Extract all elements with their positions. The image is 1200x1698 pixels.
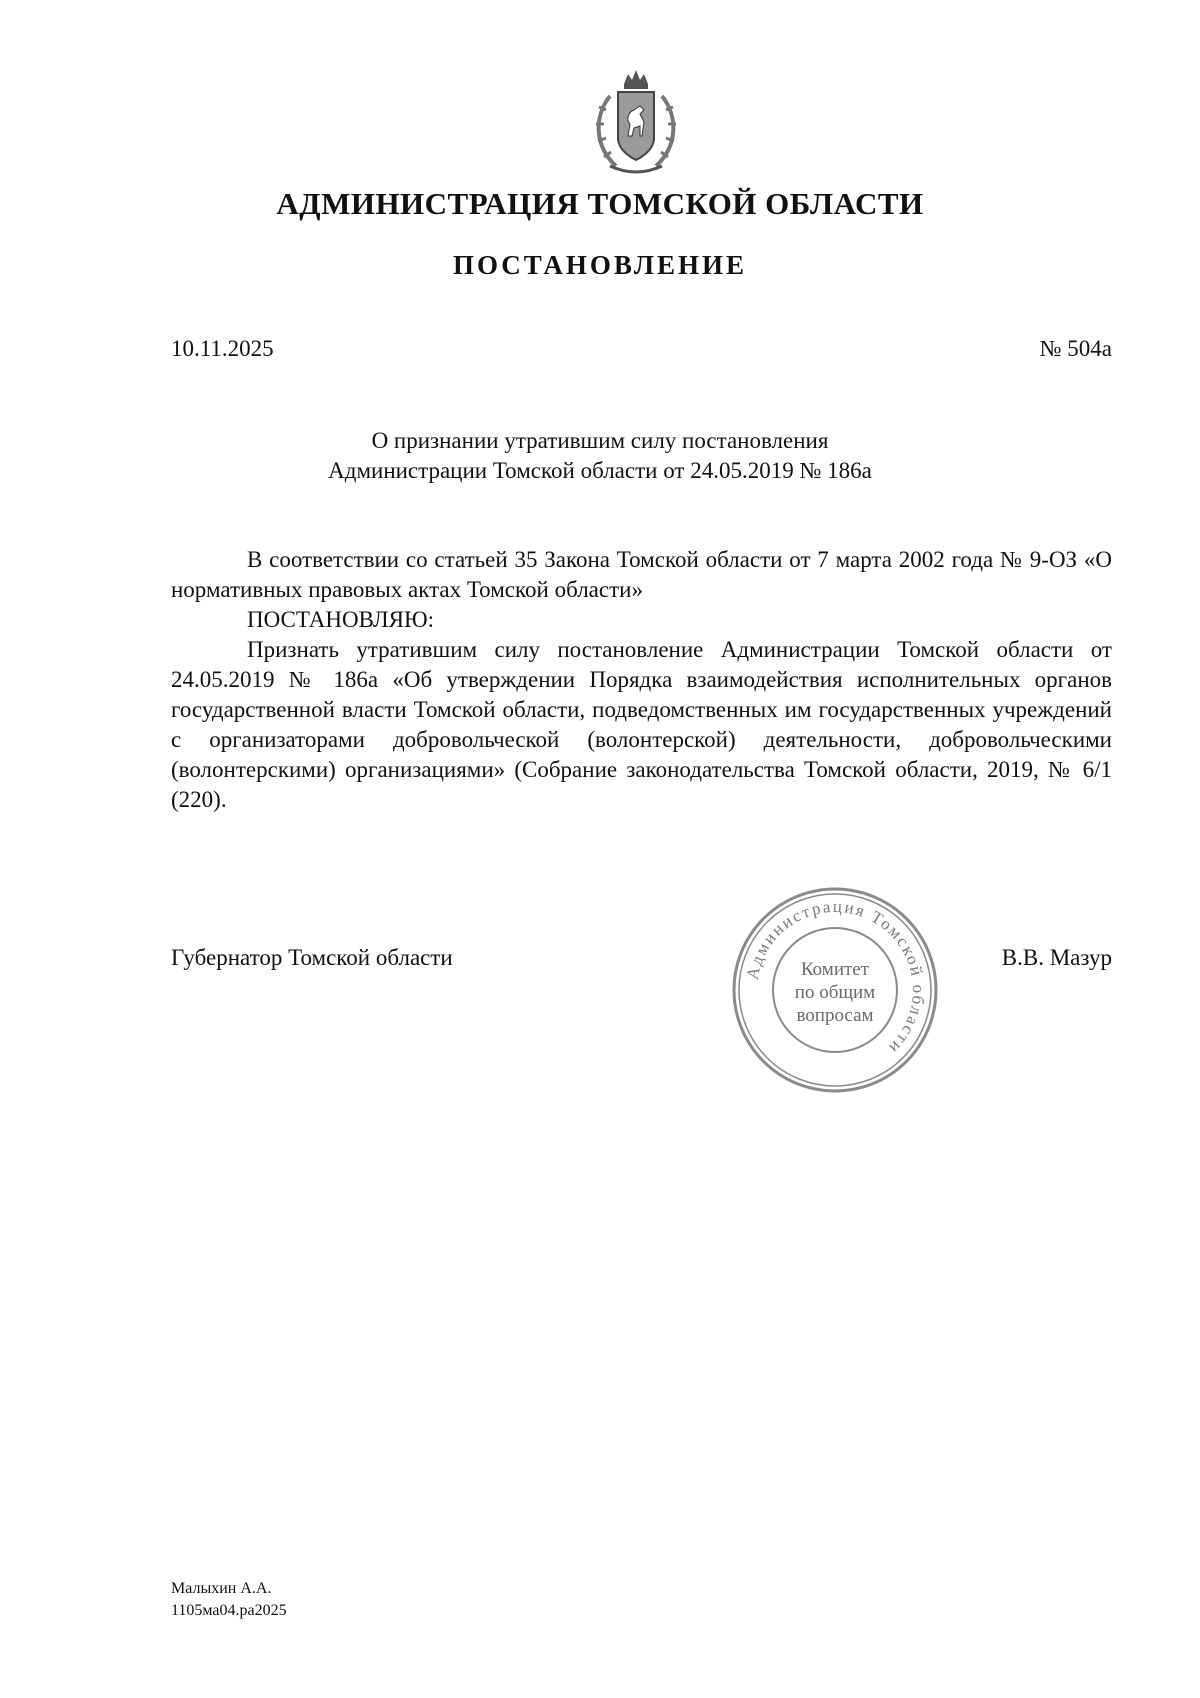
seal-center-line: Комитет [800, 959, 870, 980]
official-seal-icon [730, 885, 940, 1095]
executor-name: Малыхин А.А. [171, 1580, 272, 1597]
executor-code: 1105ма04.ра2025 [171, 1602, 287, 1619]
document-body [171, 545, 1112, 815]
document-type: ПОСТАНОВЛЕНИЕ [452, 250, 748, 280]
subject-line: Администрации Томской области от 24.05.2019 № 186а [328, 458, 872, 483]
seal-center-line: по общим [794, 982, 876, 1003]
preamble-paragraph: В соответствии со статьей 35 Закона Томской области от 7 марта 2002 года № 9-ОЗ «О нормативных правовых актах Томской области» [171, 547, 1112, 602]
organization-title: АДМИНИСТРАЦИЯ ТОМСКОЙ ОБЛАСТИ [276, 186, 924, 221]
document-subject [0, 426, 1200, 486]
coat-of-arms-icon [580, 66, 692, 180]
executor-block [171, 1578, 287, 1622]
signer-name: В.В. Мазур [1001, 945, 1112, 970]
resolution-paragraph: Признать утратившим силу постановление Администрации Томской области от 24.05.2019 № 186а «Об утверждении Порядка взаимодействия исполнительных органов государственной власти Томской области, подведомственных им государственных учреждений с организаторами добровольческой (волонтерской) деятельности, добровольческими (волонтерскими) организациями» (Собрание законодательства Томской области, 2019, № 6/1 (220). [171, 637, 1112, 812]
subject-line: О признании утратившим силу постановления [371, 428, 829, 453]
document-number: № 504а [1039, 336, 1112, 361]
decree-word: ПОСТАНОВЛЯЮ: [247, 607, 435, 632]
signer-title: Губернатор Томской области [171, 945, 453, 970]
document-date: 10.11.2025 [171, 336, 274, 361]
seal-ring-text: Администрация Томской области [742, 896, 929, 1059]
seal-center-line: вопросам [796, 1005, 874, 1026]
